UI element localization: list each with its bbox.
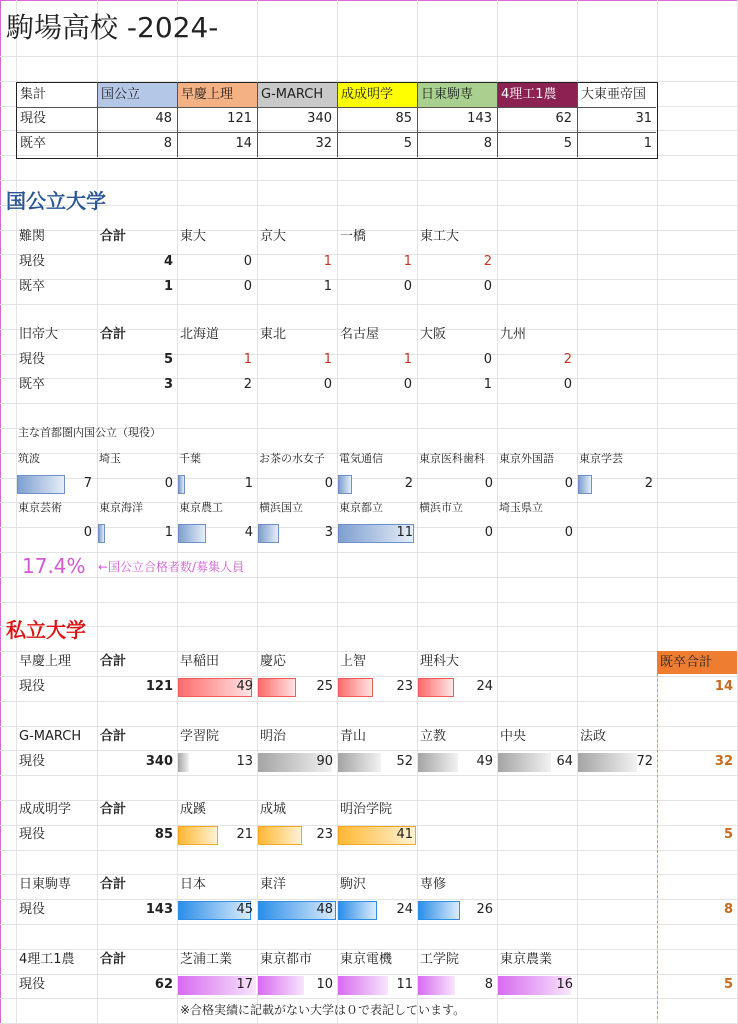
summary-row-label: 現役	[20, 111, 47, 126]
grid-row-line	[0, 626, 738, 627]
private-uni-name: 専修	[420, 877, 447, 892]
grid-row-line	[0, 701, 738, 702]
private-row-label: 現役	[19, 679, 46, 694]
kisotsu-total-value: 5	[723, 977, 733, 992]
summary-header-cell: 集計	[17, 83, 96, 107]
kisotsu-total-value: 8	[723, 902, 733, 917]
national-value-cell: 1	[403, 254, 412, 269]
kisotsu-total-value: 5	[723, 827, 733, 842]
private-group-name: G-MARCH	[19, 729, 82, 744]
national-ratio-note: ←国公立合格者数/募集人員	[98, 560, 245, 574]
national-total-cell: 4	[163, 254, 173, 269]
private-value: 72	[636, 754, 653, 769]
metro-uni-name: 電気通信	[339, 452, 383, 465]
private-uni-name: 成蹊	[180, 802, 207, 817]
private-row-label: 現役	[19, 977, 46, 992]
national-value-cell: 1	[323, 279, 332, 294]
kisotsu-total-value: 32	[714, 754, 733, 769]
summary-value-cell: 8	[483, 136, 492, 151]
national-header-cell: 東北	[260, 327, 287, 342]
metro-value: 3	[324, 525, 333, 540]
national-heading: 国公立大学	[6, 189, 106, 213]
national-row-label: 既卒	[19, 279, 46, 294]
private-uni-name: 駒沢	[340, 877, 367, 892]
national-header-cell: 一橋	[340, 229, 367, 244]
national-value-cell: 1	[403, 352, 412, 367]
private-total-label: 合計	[100, 654, 127, 669]
grid-row-line	[0, 998, 738, 999]
national-header-cell: 北海道	[180, 327, 220, 342]
kisotsu-total-header: 既卒合計	[657, 651, 737, 674]
kisotsu-total-value: 14	[714, 679, 733, 694]
summary-header-cell: 日東駒専	[418, 83, 497, 107]
summary-value-cell: 143	[467, 111, 492, 126]
summary-row-label: 既卒	[20, 136, 47, 151]
grid-row-line	[0, 577, 738, 578]
metro-title: 主な首都圏内国公立（現役）	[18, 426, 161, 439]
national-header-cell: 難関	[19, 229, 46, 244]
metro-value: 0	[484, 476, 493, 491]
metro-value: 0	[83, 525, 92, 540]
private-group-name: 4理工1農	[19, 952, 75, 967]
private-uni-name: 慶応	[260, 654, 287, 669]
summary-value-cell: 14	[235, 136, 252, 151]
private-row-label: 現役	[19, 902, 46, 917]
private-uni-name: 法政	[580, 729, 607, 744]
private-group-name: 日東駒専	[19, 877, 72, 892]
kisotsu-divider	[657, 674, 658, 1019]
private-value: 45	[236, 902, 253, 917]
grid-row-line	[0, 56, 738, 57]
private-total-value: 121	[145, 679, 173, 694]
private-value: 90	[316, 754, 333, 769]
national-total-cell: 3	[163, 377, 173, 392]
private-value: 8	[484, 977, 493, 992]
private-group-name: 早慶上理	[19, 654, 72, 669]
private-uni-name: 早稲田	[180, 654, 220, 669]
summary-value-cell: 340	[307, 111, 332, 126]
metro-value: 1	[164, 525, 173, 540]
metro-uni-name: 横浜市立	[419, 501, 463, 514]
national-value-cell: 0	[483, 352, 492, 367]
metro-uni-name: 千葉	[179, 452, 201, 465]
metro-value: 0	[564, 476, 573, 491]
national-header-cell: 合計	[100, 229, 127, 244]
metro-value: 2	[644, 476, 653, 491]
grid-row-line	[0, 552, 738, 553]
grid-row-line	[0, 304, 738, 305]
national-header-cell: 旧帝大	[19, 327, 59, 342]
private-uni-name: 工学院	[420, 952, 460, 967]
private-value: 24	[396, 902, 413, 917]
national-header-cell: 東工大	[420, 229, 460, 244]
summary-col-divider	[497, 82, 498, 157]
private-value: 49	[476, 754, 493, 769]
private-uni-name: 青山	[340, 729, 367, 744]
summary-value-cell: 62	[555, 111, 572, 126]
private-value: 25	[316, 679, 333, 694]
national-value-cell: 0	[403, 377, 412, 392]
metro-value: 2	[404, 476, 413, 491]
private-value: 23	[396, 679, 413, 694]
footnote: ※合格実績に記載がない大学は０で表記しています。	[180, 1003, 466, 1017]
private-uni-name: 芝浦工業	[180, 952, 233, 967]
private-uni-name: 成城	[260, 802, 287, 817]
summary-header-cell: 早慶上理	[178, 83, 257, 107]
private-uni-name: 明治学院	[340, 802, 393, 817]
private-total-label: 合計	[100, 877, 127, 892]
metro-uni-name: 東京医科歯科	[419, 452, 485, 465]
summary-col-divider	[177, 82, 178, 157]
grid-row-line	[0, 924, 738, 925]
metro-uni-name: お茶の水女子	[259, 452, 325, 465]
private-value: 10	[316, 977, 333, 992]
grid-row-line	[0, 403, 738, 404]
metro-uni-name: 埼玉県立	[499, 501, 543, 514]
grid-row-line	[0, 180, 738, 181]
metro-value: 0	[484, 525, 493, 540]
private-uni-name: 中央	[500, 729, 527, 744]
national-header-cell: 大阪	[420, 327, 447, 342]
national-value-cell: 2	[563, 352, 572, 367]
national-header-cell: 合計	[100, 327, 127, 342]
private-value: 41	[396, 827, 413, 842]
private-row-label: 現役	[19, 754, 46, 769]
national-value-cell: 1	[323, 254, 332, 269]
national-header-cell: 九州	[500, 327, 527, 342]
private-value: 11	[396, 977, 413, 992]
summary-value-cell: 5	[563, 136, 572, 151]
private-uni-name: 東京電機	[340, 952, 393, 967]
private-total-label: 合計	[100, 952, 127, 967]
private-uni-name: 日本	[180, 877, 207, 892]
national-value-cell: 0	[403, 279, 412, 294]
private-uni-name: 東京都市	[260, 952, 313, 967]
national-total-cell: 5	[163, 352, 173, 367]
private-group-name: 成成明学	[19, 802, 72, 817]
summary-value-cell: 31	[635, 111, 652, 126]
private-value: 17	[236, 977, 253, 992]
private-uni-name: 立教	[420, 729, 447, 744]
summary-value-cell: 48	[155, 111, 172, 126]
private-value: 24	[476, 679, 493, 694]
private-value: 52	[396, 754, 413, 769]
summary-col-divider	[337, 82, 338, 157]
national-value-cell: 0	[243, 254, 252, 269]
private-value: 48	[316, 902, 333, 917]
private-total-value: 85	[154, 827, 173, 842]
national-ratio: 17.4%	[22, 554, 86, 578]
private-value: 13	[236, 754, 253, 769]
private-uni-name: 東洋	[260, 877, 287, 892]
summary-col-divider	[577, 82, 578, 157]
national-row-label: 現役	[19, 254, 46, 269]
summary-value-cell: 121	[227, 111, 252, 126]
metro-uni-name: 横浜国立	[259, 501, 303, 514]
summary-value-cell: 85	[395, 111, 412, 126]
national-value-cell: 0	[323, 377, 332, 392]
grid-row-line	[0, 602, 738, 603]
national-header-cell: 名古屋	[340, 327, 380, 342]
summary-value-cell: 32	[315, 136, 332, 151]
metro-uni-name: 東京海洋	[99, 501, 143, 514]
national-value-cell: 2	[243, 377, 252, 392]
metro-value: 1	[244, 476, 253, 491]
national-value-cell: 1	[323, 352, 332, 367]
grid-row-line	[0, 205, 738, 206]
private-value: 16	[556, 977, 573, 992]
private-uni-name: 理科大	[420, 654, 460, 669]
summary-col-divider	[257, 82, 258, 157]
summary-value-cell: 8	[163, 136, 172, 151]
grid-row-line	[0, 850, 738, 851]
private-value: 64	[556, 754, 573, 769]
private-uni-name: 上智	[340, 654, 367, 669]
metro-value: 0	[164, 476, 173, 491]
private-value: 49	[236, 679, 253, 694]
national-row-label: 既卒	[19, 377, 46, 392]
grid-row-line	[0, 775, 738, 776]
page-title: 駒場高校 -2024-	[6, 11, 219, 44]
private-value: 26	[476, 902, 493, 917]
national-row-label: 現役	[19, 352, 46, 367]
summary-header-cell: 成成明学	[338, 83, 417, 107]
private-uni-name: 明治	[260, 729, 287, 744]
private-total-label: 合計	[100, 802, 127, 817]
metro-value: 0	[564, 525, 573, 540]
summary-header-cell: 4理工1農	[498, 83, 577, 107]
national-header-cell: 東大	[180, 229, 207, 244]
national-value-cell: 0	[563, 377, 572, 392]
summary-value-cell: 5	[403, 136, 412, 151]
national-value-cell: 1	[243, 352, 252, 367]
national-value-cell: 2	[483, 254, 492, 269]
metro-uni-name: 東京外国語	[499, 452, 554, 465]
summary-header-cell: 国公立	[98, 83, 177, 107]
summary-col-divider	[417, 82, 418, 157]
private-value: 23	[316, 827, 333, 842]
national-value-cell: 0	[243, 279, 252, 294]
private-heading: 私立大学	[6, 618, 86, 642]
private-value: 21	[236, 827, 253, 842]
summary-col-divider	[97, 82, 98, 157]
metro-uni-name: 東京芸術	[18, 501, 62, 514]
summary-value-cell: 1	[643, 136, 652, 151]
private-total-value: 143	[145, 902, 173, 917]
metro-value: 11	[396, 525, 413, 540]
national-value-cell: 0	[483, 279, 492, 294]
national-total-cell: 1	[163, 279, 173, 294]
private-uni-name: 学習院	[180, 729, 220, 744]
metro-value: 4	[244, 525, 253, 540]
private-total-value: 340	[145, 754, 173, 769]
metro-uni-name: 東京学芸	[579, 452, 623, 465]
metro-value: 7	[83, 476, 92, 491]
metro-uni-name: 埼玉	[99, 452, 121, 465]
summary-header-cell: 大東亜帝国	[578, 83, 657, 107]
metro-value: 0	[324, 476, 333, 491]
private-total-value: 62	[154, 977, 173, 992]
national-value-cell: 1	[483, 377, 492, 392]
summary-header-cell: G-MARCH	[258, 83, 337, 107]
private-total-label: 合計	[100, 729, 127, 744]
private-uni-name: 東京農業	[500, 952, 553, 967]
metro-uni-name: 東京都立	[339, 501, 383, 514]
private-row-label: 現役	[19, 827, 46, 842]
metro-uni-name: 東京農工	[179, 501, 223, 514]
national-header-cell: 京大	[260, 229, 287, 244]
metro-uni-name: 筑波	[18, 452, 40, 465]
